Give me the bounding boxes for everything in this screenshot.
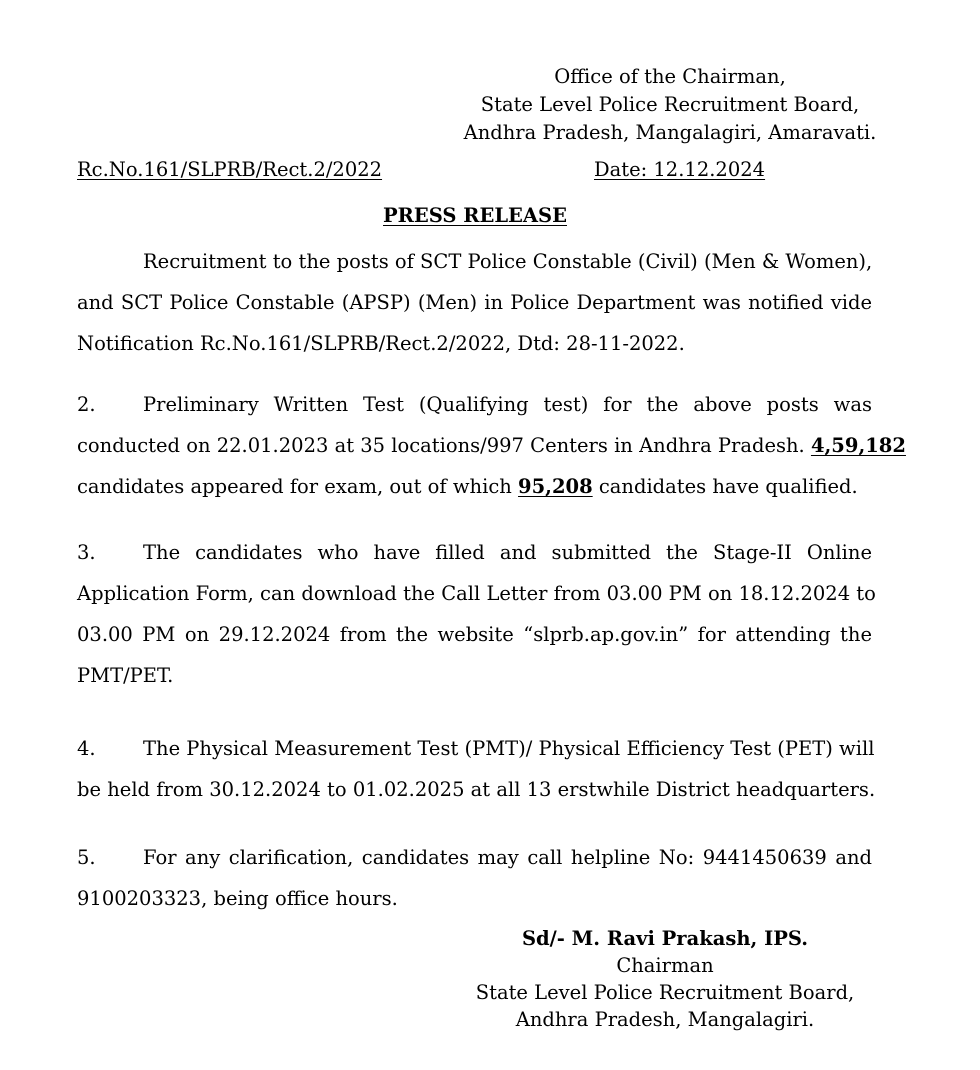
intro-paragraph [77, 241, 872, 364]
office-line-1: Office of the Chairman, [554, 65, 786, 88]
paragraph-4-line-1: The Physical Measurement Test (PMT)/ Physical Efficiency Test (PET) will [143, 737, 875, 760]
signatory-designation: Chairman [616, 954, 714, 977]
paragraph-5 [77, 837, 872, 919]
page-title: PRESS RELEASE [383, 204, 567, 227]
paragraph-4-number: 4. [77, 737, 96, 760]
intro-line-1: Recruitment to the posts of SCT Police Constable (Civil) (Men & Women), [143, 250, 873, 273]
release-date: Date: 12.12.2024 [594, 158, 766, 181]
office-line-2: State Level Police Recruitment Board, [480, 93, 860, 116]
paragraph-5-number: 5. [77, 846, 96, 869]
office-address [460, 63, 880, 147]
paragraph-3-line-2: Application Form, can download the Call Letter from 03.00 PM on 18.12.2024 to [77, 582, 876, 605]
office-line-3: Andhra Pradesh, Mangalagiri, Amaravati. [463, 121, 877, 144]
paragraph-2-line-3a: candidates appeared for exam, out of which [77, 475, 512, 498]
intro-line-2: and SCT Police Constable (APSP) (Men) in Police Department was notified vide [77, 291, 872, 314]
paragraph-3-line-4: PMT/PET. [77, 664, 174, 687]
signatory-name: Sd/- M. Ravi Prakash, IPS. [521, 927, 809, 950]
qualified-count: 95,208 [518, 475, 593, 498]
signature-block [470, 925, 860, 1033]
paragraph-3-line-3: 03.00 PM on 29.12.2024 from the website “slprb.ap.gov.in” for attending the [77, 623, 872, 646]
paragraph-2-line-2: conducted on 22.01.2023 at 35 locations/997 Centers in Andhra Pradesh. [77, 434, 805, 457]
intro-line-3: Notification Rc.No.161/SLPRB/Rect.2/2022, Dtd: 28-11-2022. [77, 332, 685, 355]
paragraph-5-line-1: For any clarification, candidates may call helpline No: 9441450639 and [143, 846, 872, 869]
signatory-organization: State Level Police Recruitment Board, [475, 981, 855, 1004]
reference-number: Rc.No.161/SLPRB/Rect.2/2022 [77, 158, 383, 181]
paragraph-4 [77, 728, 876, 810]
paragraph-3-number: 3. [77, 541, 96, 564]
paragraph-2-line-3b: candidates have qualified. [598, 475, 858, 498]
paragraph-5-line-2: 9100203323, being office hours. [77, 887, 398, 910]
paragraph-3-line-1: The candidates who have filled and submitted the Stage-II Online [143, 541, 872, 564]
appeared-count: 4,59,182 [810, 434, 906, 457]
paragraph-3 [77, 532, 876, 696]
signatory-place: Andhra Pradesh, Mangalagiri. [515, 1008, 815, 1031]
paragraph-2-line-1: Preliminary Written Test (Qualifying test) for the above posts was [143, 393, 872, 416]
paragraph-2 [77, 384, 906, 507]
paragraph-2-number: 2. [77, 393, 96, 416]
paragraph-4-line-2: be held from 30.12.2024 to 01.02.2025 at all 13 erstwhile District headquarters. [77, 778, 876, 801]
